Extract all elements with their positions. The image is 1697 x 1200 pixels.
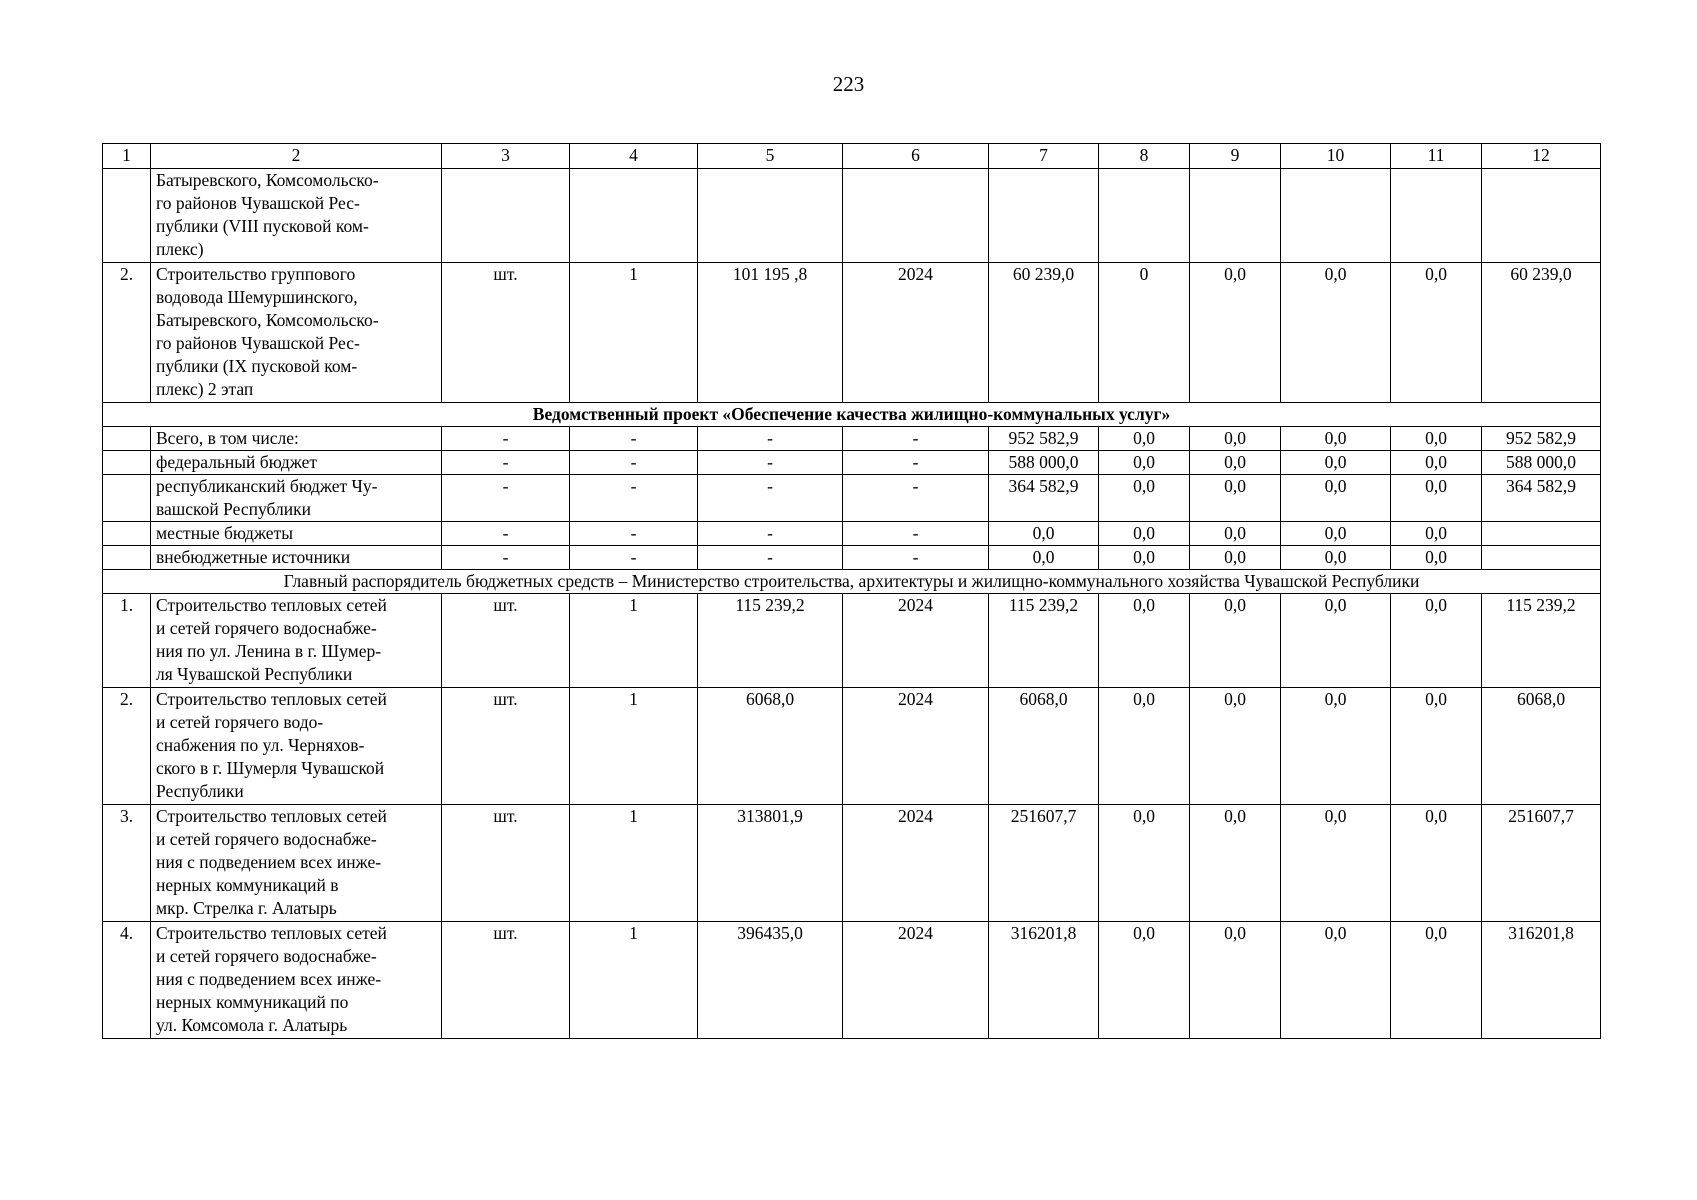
funding-c5: - [698,546,843,570]
funding-c11: 0,0 [1391,427,1482,451]
unit: шт. [442,263,570,403]
funding-c5: - [698,427,843,451]
section-title: Ведомственный проект «Обеспечение качества жилищно-коммунальных услуг» [103,403,1601,427]
distributor-title: Главный распорядитель бюджетных средств – Министерство строительства, архитектуры и жилищно-коммунального хозяйства Чувашской Республики [103,570,1601,594]
funding-c3: - [442,475,570,522]
funding-c6: - [843,546,989,570]
funding-c7: 364 582,9 [989,475,1099,522]
funding-c3: - [442,522,570,546]
col-header-8: 8 [1099,144,1190,169]
col12-value: 6068,0 [1482,688,1601,805]
quantity: 1 [570,594,698,688]
funding-c10: 0,0 [1281,451,1391,475]
funding-c8: 0,0 [1099,427,1190,451]
funding-c11: 0,0 [1391,546,1482,570]
funding-c4: - [570,475,698,522]
col7-value: 115 239,2 [989,594,1099,688]
funding-c9: 0,0 [1190,427,1281,451]
funding-c6: - [843,451,989,475]
row-number: 2. [103,263,151,403]
col8-value: 0,0 [1099,805,1190,922]
table-row [103,922,1601,1039]
year: 2024 [843,688,989,805]
funding-c5: - [698,522,843,546]
col9-value: 0,0 [1190,688,1281,805]
table-row [103,688,1601,805]
funding-c4: - [570,451,698,475]
col-header-9: 9 [1190,144,1281,169]
funding-c10: 0,0 [1281,427,1391,451]
estimated-cost: 6068,0 [698,688,843,805]
object-name: Строительство группового водовода Шемуршинского, Батыревского, Комсомольско- го районов Чувашской Рес- публики (IX пусковой ком- плекс) 2 этап [151,263,442,403]
col-header-4: 4 [570,144,698,169]
row-number: 1. [103,594,151,688]
funding-c7: 952 582,9 [989,427,1099,451]
funding-row-extrabudgetary [103,546,1601,570]
col12-value: 251607,7 [1482,805,1601,922]
funding-c8: 0,0 [1099,451,1190,475]
estimated-cost: 101 195 ,8 [698,263,843,403]
col11-value: 0,0 [1391,594,1482,688]
funding-c12: 952 582,9 [1482,427,1601,451]
quantity: 1 [570,263,698,403]
table-row [103,263,1601,403]
estimated-cost: 313801,9 [698,805,843,922]
funding-c9: 0,0 [1190,546,1281,570]
funding-c9: 0,0 [1190,475,1281,522]
funding-c6: - [843,427,989,451]
col10-value: 0,0 [1281,805,1391,922]
funding-c3: - [442,546,570,570]
funding-row-federal [103,451,1601,475]
table-row [103,594,1601,688]
object-name: Строительство тепловых сетей и сетей горячего водо- снабжения по ул. Черняхов- ского в г. Шумерля Чувашской Республики [151,688,442,805]
col-header-12: 12 [1482,144,1601,169]
funding-c9: 0,0 [1190,451,1281,475]
funding-c7: 588 000,0 [989,451,1099,475]
unit: шт. [442,805,570,922]
col10-value: 0,0 [1281,922,1391,1039]
funding-c11: 0,0 [1391,451,1482,475]
funding-row-total [103,427,1601,451]
col7-value: 60 239,0 [989,263,1099,403]
unit: шт. [442,594,570,688]
year: 2024 [843,594,989,688]
section-row [103,403,1601,427]
funding-c9: 0,0 [1190,522,1281,546]
col7-value: 251607,7 [989,805,1099,922]
col9-value: 0,0 [1190,805,1281,922]
funding-c6: - [843,475,989,522]
col8-value: 0,0 [1099,922,1190,1039]
object-name: Строительство тепловых сетей и сетей горячего водоснабже- ния с подведением всех инже- нерных коммуникаций по ул. Комсомола г. Алатырь [151,922,442,1039]
funding-c12: 588 000,0 [1482,451,1601,475]
col-header-11: 11 [1391,144,1482,169]
funding-c6: - [843,522,989,546]
table-row [103,805,1601,922]
col9-value: 0,0 [1190,594,1281,688]
col-header-5: 5 [698,144,843,169]
funding-label: Всего, в том числе: [151,427,442,451]
col-header-1: 1 [103,144,151,169]
funding-row-local [103,522,1601,546]
funding-c12 [1482,546,1601,570]
col-header-3: 3 [442,144,570,169]
funding-label: федеральный бюджет [151,451,442,475]
object-name: Строительство тепловых сетей и сетей горячего водоснабже- ния с подведением всех инже- нерных коммуникаций в мкр. Стрелка г. Алатырь [151,805,442,922]
object-name: Строительство тепловых сетей и сетей горячего водоснабже- ния по ул. Ленина в г. Шумер- ля Чувашской Республики [151,594,442,688]
continuation-text: Батыревского, Комсомольско- го районов Чувашской Рес- публики (VIII пусковой ком- плекс) [151,169,442,263]
column-number-header-row [103,144,1601,169]
row-number: 4. [103,922,151,1039]
funding-c4: - [570,427,698,451]
col9-value: 0,0 [1190,922,1281,1039]
page-number: 223 [832,72,865,96]
funding-c3: - [442,427,570,451]
col12-value: 115 239,2 [1482,594,1601,688]
year: 2024 [843,805,989,922]
funding-c10: 0,0 [1281,475,1391,522]
year: 2024 [843,263,989,403]
quantity: 1 [570,688,698,805]
unit: шт. [442,688,570,805]
estimated-cost: 115 239,2 [698,594,843,688]
funding-c12 [1482,522,1601,546]
col10-value: 0,0 [1281,594,1391,688]
funding-c3: - [442,451,570,475]
row-number: 2. [103,688,151,805]
funding-label: внебюджетные источники [151,546,442,570]
funding-c7: 0,0 [989,546,1099,570]
col11-value: 0,0 [1391,805,1482,922]
col-header-6: 6 [843,144,989,169]
funding-row-republican [103,475,1601,522]
funding-c8: 0,0 [1099,522,1190,546]
funding-c10: 0,0 [1281,546,1391,570]
funding-c5: - [698,451,843,475]
col12-value: 60 239,0 [1482,263,1601,403]
col7-value: 6068,0 [989,688,1099,805]
funding-c11: 0,0 [1391,475,1482,522]
funding-c8: 0,0 [1099,475,1190,522]
funding-c11: 0,0 [1391,522,1482,546]
col11-value: 0,0 [1391,688,1482,805]
col12-value: 316201,8 [1482,922,1601,1039]
col8-value: 0,0 [1099,688,1190,805]
col7-value: 316201,8 [989,922,1099,1039]
funding-label: республиканский бюджет Чу- вашской Республики [151,475,442,522]
col-header-10: 10 [1281,144,1391,169]
col10-value: 0,0 [1281,688,1391,805]
estimated-cost: 396435,0 [698,922,843,1039]
continuation-row [103,169,1601,263]
col10-value: 0,0 [1281,263,1391,403]
col11-value: 0,0 [1391,263,1482,403]
funding-c5: - [698,475,843,522]
quantity: 1 [570,922,698,1039]
funding-c7: 0,0 [989,522,1099,546]
col8-value: 0,0 [1099,594,1190,688]
col9-value: 0,0 [1190,263,1281,403]
row-number: 3. [103,805,151,922]
year: 2024 [843,922,989,1039]
funding-c4: - [570,546,698,570]
funding-label: местные бюджеты [151,522,442,546]
unit: шт. [442,922,570,1039]
col-header-7: 7 [989,144,1099,169]
budget-table [102,143,1601,1039]
col-header-2: 2 [151,144,442,169]
funding-c8: 0,0 [1099,546,1190,570]
quantity: 1 [570,805,698,922]
distributor-row [103,570,1601,594]
col8-value: 0 [1099,263,1190,403]
funding-c10: 0,0 [1281,522,1391,546]
col11-value: 0,0 [1391,922,1482,1039]
funding-c4: - [570,522,698,546]
funding-c12: 364 582,9 [1482,475,1601,522]
